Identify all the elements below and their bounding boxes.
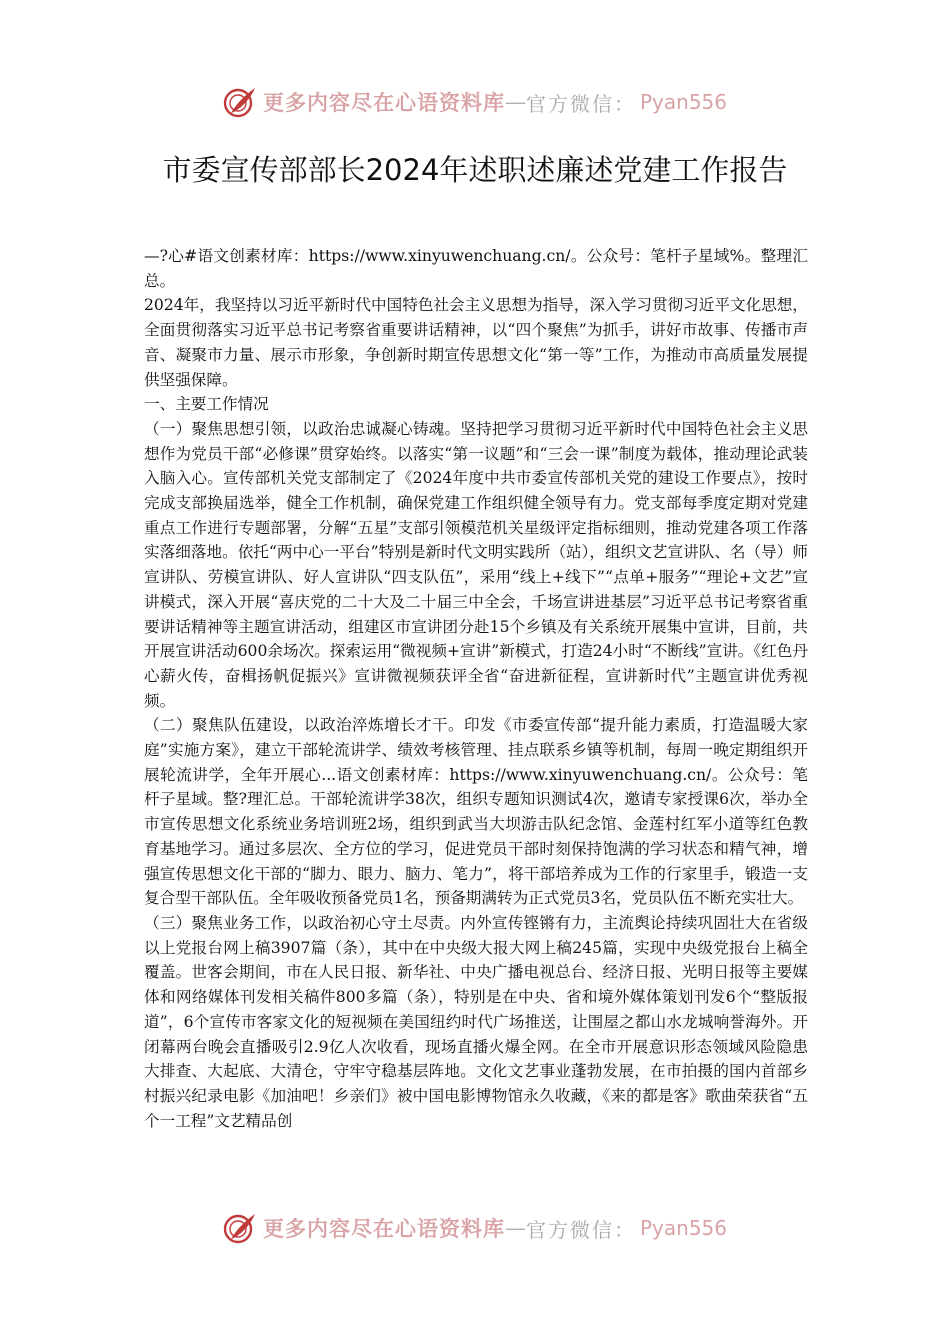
footer-watermark-banner bbox=[0, 1208, 950, 1248]
intro-paragraph: 2024年，我坚持以习近平新时代中国特色社会主义思想为指导，深入学习贯彻习近平文化思想，全面贯彻落实习近平总书记考察省重要讲话精神，以“四个聚焦”为抓手，讲好市故事、传播市声音、凝聚市力量、展示市形象，争创新时期宣传思想文化“第一等”工作，为推动市高质量发展提供坚强保障。 bbox=[144, 296, 808, 389]
banner-separator: — bbox=[504, 90, 526, 114]
banner-wechat-label: 官方微信： bbox=[525, 91, 636, 116]
body-paragraph-1: （一）聚焦思想引领，以政治忠诚凝心铸魂。坚持把学习贯彻习近平新时代中国特色社会主义思想作为党员干部“必修课”贯穿始终。以落实“第一议题”和“三会一课”制度为载体，推动理论武装入脑入心。宣传部机关党支部制定了《2024年度中共市委宣传部机关党的建设工作要点》，按时完成支部换届选举，健全工作机制，确保党建工作组织健全领导有力。党支部每季度定期对党建重点工作进行专题部署，分解“五星”支部引领模范机关星级评定指标细则，推动党建各项工作落实落细落地。依托“两中心一平台”特别是新时代文明实践所（站），组织文艺宣讲队、名（导）师宣讲队、劳模宣讲队、好人宣讲队“四支队伍”，采用“线上+线下”“点单+服务”“理论+文艺”宣讲模式，深入开展“喜庆党的二十大及二十届三中全会，千场宣讲进基层”习近平总书记考察省重要讲话精神等主题宣讲活动，组建区市宣讲团分赴15个乡镇及有关系统开展集中宣讲，目前，共开展宣讲活动600余场次。探索运用“微视频+宣讲”新模式，打造24小时“不断线”宣讲。《红色丹心薪火传，奋楫扬帆促振兴》宣讲微视频获评全省“奋进新征程，宣讲新时代”主题宣讲优秀视频。 bbox=[144, 419, 808, 710]
banner-wechat-id: Pyan556 bbox=[639, 1216, 727, 1240]
document-body bbox=[144, 244, 808, 1133]
body-paragraph-2: （二）聚焦队伍建设，以政治淬炼增长才干。印发《市委宣传部“提升能力素质，打造温暖大家庭”实施方案》，建立干部轮流讲学、绩效考核管理、挂点联系乡镇等机制，每周一晚定期组织开展轮流讲学，全年开展心...语文创素材库：https://www.xinyuwenchuang.cn/。公众号：笔杆子星域。整?理汇总。干部轮流讲学38次，组织专题知识测试4次，邀请专家授课6次，举办全市宣传思想文化系统业务培训班2场，组织到武当大坝游击队纪念馆、金莲村红军小道等红色教育基地学习。通过多层次、全方位的学习，促进党员干部时刻保持饱满的学习状态和精气神，增强宣传思想文化干部的“脚力、眼力、脑力、笔力”，将干部培养成为工作的行家里手，锻造一支复合型干部队伍。全年吸收预备党员1名，预备期满转为正式党员3名，党员队伍不断充实壮大。 bbox=[144, 716, 808, 908]
body-paragraph-3: （三）聚焦业务工作，以政治初心守土尽责。内外宣传铿锵有力，主流舆论持续巩固壮大在省级以上党报台网上稿3907篇（条），其中在中央级大报大网上稿245篇，实现中央级党报台上稿全覆盖。世客会期间，市在人民日报、新华社、中央广播电视总台、经济日报、光明日报等主要媒体和网络媒体刊发相关稿件800多篇（条），特别是在中央、省和境外媒体策划刊发6个“整版报道”，6个宣传市客家文化的短视频在美国纽约时代广场推送，让围屋之都山水龙城响誉海外。开闭幕两台晚会直播吸引2.9亿人次收看，现场直播火爆全网。在全市开展意识形态领域风险隐患大排查、大起底、大清仓，守牢守稳基层阵地。文化文艺事业蓬勃发展，在市拍摄的国内首部乡村振兴纪录电影《加油吧！乡亲们》被中国电影博物馆永久收藏，《来的都是客》歌曲荣获省“五个一工程”文艺精品创 bbox=[144, 913, 808, 1130]
banner-wechat-label: 官方微信： bbox=[525, 1217, 636, 1242]
document-title: 市委宣传部部长2024年述职述廉述党建工作报告 bbox=[162, 153, 788, 187]
banner-text: 更多内容尽在心语资料库 bbox=[262, 1216, 505, 1241]
quill-logo-icon bbox=[223, 1211, 257, 1245]
banner-separator: — bbox=[504, 1216, 526, 1240]
header-watermark-banner bbox=[0, 82, 950, 122]
quill-logo-icon bbox=[223, 85, 257, 119]
banner-wechat-id: Pyan556 bbox=[639, 90, 727, 114]
banner-text: 更多内容尽在心语资料库 bbox=[262, 90, 505, 115]
section-heading: 一、主要工作情况 bbox=[144, 395, 269, 414]
source-note-paragraph: —?心#语文创素材库：https://www.xinyuwenchuang.cn/。公众号：笔杆子星域%。整理汇总。 bbox=[144, 247, 808, 290]
